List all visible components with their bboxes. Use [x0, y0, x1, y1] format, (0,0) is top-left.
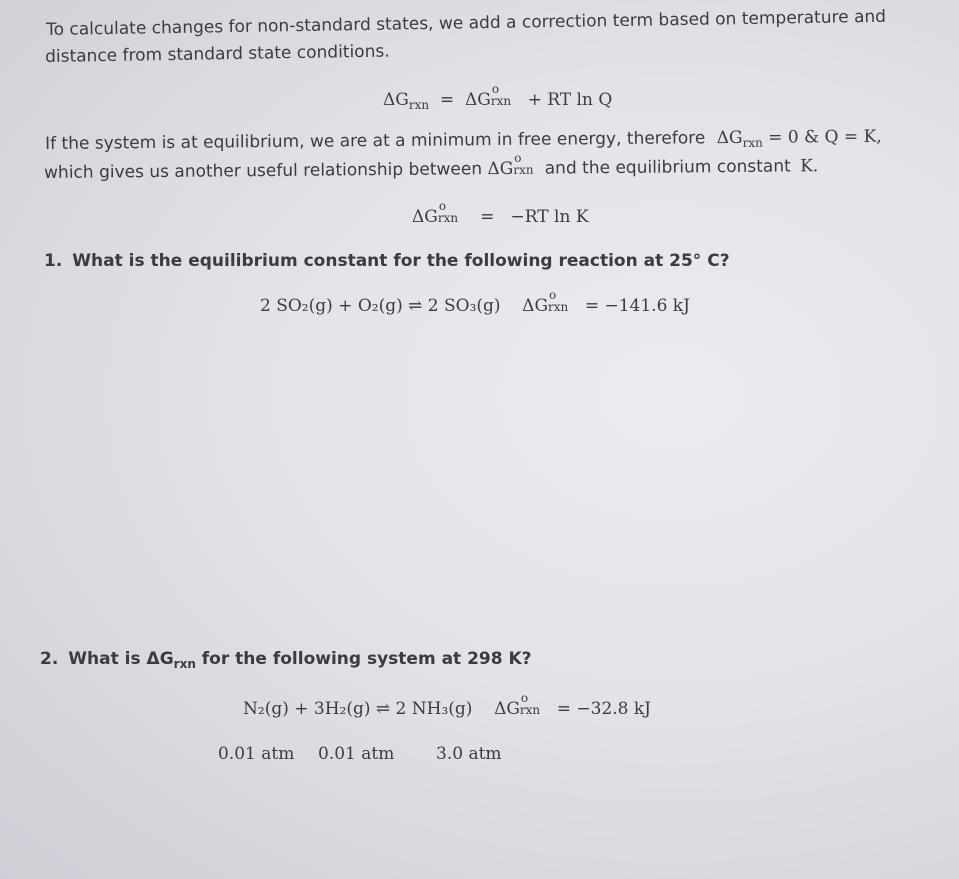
equilibrium-line-2-math	[487, 150, 539, 180]
eq1-rhs-sub: rxn	[490, 94, 512, 108]
eq1-rhs-sup: o	[491, 82, 500, 96]
pressure-n2: 0.01 atm	[218, 744, 295, 764]
pressure-h2: 0.01 atm	[318, 744, 395, 764]
equilibrium-line-1-math	[717, 127, 882, 148]
question-2-reaction: N₂(g) + 3H₂(g) ⇌ 2 NH₃(g)	[243, 699, 473, 719]
question-2-text-b: for the following system at 298 K?	[201, 649, 532, 669]
equilibrium-line-2	[44, 150, 819, 183]
question-1-reaction: 2 SO₂(g) + O₂(g) ⇌ 2 SO₃(g)	[260, 296, 501, 316]
question-2-text-sub: rxn	[173, 657, 196, 671]
intro-line-2: distance from standard state conditions.	[45, 41, 390, 67]
question-2-reaction-line	[243, 691, 651, 719]
equation-standard-free-energy	[412, 199, 589, 227]
equilibrium-line-2-text-a: which gives us another useful relationship between	[44, 159, 483, 183]
equilibrium-line-1-text: If the system is at equilibrium, we are at a minimum in free energy, therefore	[45, 128, 706, 154]
eq1-equals: =	[439, 90, 455, 110]
eq2-lhs-sup: o	[438, 199, 447, 213]
eq1-lhs-sub: rxn	[408, 98, 430, 112]
question-2	[40, 649, 532, 671]
question-1-dg-symbol: ΔG	[522, 296, 549, 316]
question-2-dg-value: = −32.8 kJ	[556, 699, 651, 719]
question-1-dg-sup: o	[549, 288, 557, 302]
eq2-equals: =	[480, 207, 495, 227]
question-1-number: 1.	[44, 251, 63, 271]
question-1-text: What is the equilibrium constant for the following reaction at 25° C?	[72, 251, 730, 271]
eq-line2-sub: rxn	[513, 162, 534, 177]
question-2-dg-sub: rxn	[519, 703, 541, 717]
equilibrium-line-1	[45, 127, 882, 156]
eq2-lhs-symbol: ΔG	[412, 207, 438, 227]
eq-line2-symbol: ΔG	[487, 158, 514, 180]
eq2-rhs: −RT ln K	[510, 207, 589, 227]
question-2-dg-sup: o	[520, 691, 529, 705]
pressure-nh3: 3.0 atm	[436, 744, 502, 764]
question-2-text-a: What is ΔG	[68, 649, 174, 669]
eq1-rhs-symbol: ΔG	[464, 90, 491, 110]
eq1-rhs-tail: + RT ln Q	[527, 90, 613, 110]
question-1-dg-value: = −141.6 kJ	[584, 296, 690, 316]
eq-line1-sub: rxn	[742, 135, 763, 150]
equilibrium-line-2-text-b: and the equilibrium constant	[544, 156, 791, 179]
eq-line1-symbol: ΔG	[716, 127, 743, 149]
eq1-lhs-symbol: ΔG	[383, 90, 409, 110]
question-2-dg-symbol: ΔG	[494, 699, 520, 719]
eq2-lhs-sub: rxn	[437, 211, 459, 225]
eq-line2-sup: o	[514, 150, 522, 165]
eq-line1-tail: = 0 & Q = K,	[768, 126, 882, 148]
equilibrium-line-2-k: K.	[800, 156, 819, 177]
question-1-dg-sub: rxn	[548, 300, 569, 314]
equation-nonstandard-free-energy	[383, 82, 613, 112]
question-2-number: 2.	[40, 649, 59, 669]
question-1-reaction-line	[260, 288, 690, 316]
question-1	[44, 251, 730, 271]
intro-line-1: To calculate changes for non-standard states, we add a correction term based on temperature and	[46, 6, 887, 40]
